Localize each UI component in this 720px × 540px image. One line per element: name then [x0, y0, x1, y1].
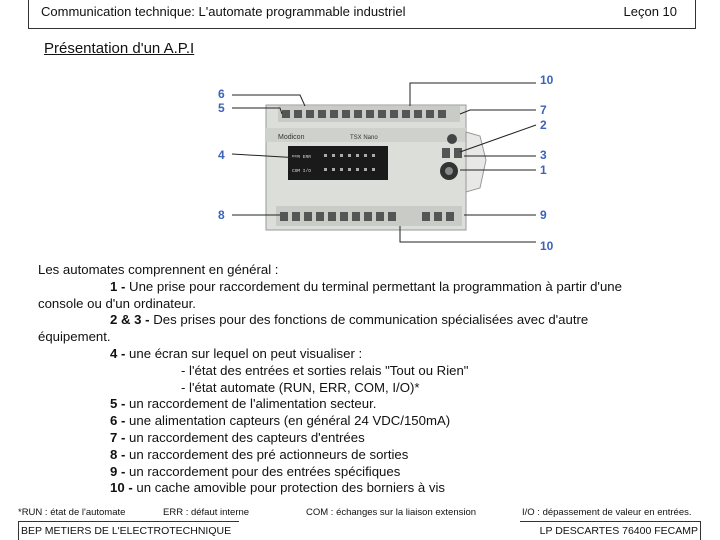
- footer-right-box: [520, 521, 701, 540]
- item-6: 6 - une alimentation capteurs (en général 24 VDC/150mA): [110, 413, 451, 429]
- footnote-err: ERR : défaut interne: [163, 507, 250, 518]
- sub-item-1: - l'état des entrées et sorties relais "Tout ou Rien": [181, 362, 469, 378]
- callout-10-top: 10: [540, 73, 554, 87]
- callout-7: 7: [540, 103, 547, 117]
- display-label-1: RUN ERR: [292, 155, 311, 160]
- item-7: 7 - un raccordement des capteurs d'entrées: [110, 429, 365, 445]
- callout-8: 8: [218, 208, 225, 222]
- item-4: 4 - une écran sur lequel on peut visualiser :: [110, 345, 363, 361]
- callout-3: 3: [540, 148, 547, 162]
- comm-port-2: [442, 148, 450, 158]
- callout-10-bottom: 10: [540, 239, 554, 253]
- header-subject: Communication technique: L'automate programmable industriel: [41, 4, 406, 19]
- item-9: 9 - un raccordement pour des entrées spécifiques: [110, 463, 401, 479]
- item-1-cont: console ou d'un ordinateur.: [38, 295, 196, 311]
- footer-left-box: [18, 521, 239, 540]
- page-title: Présentation d'un A.P.I: [44, 40, 195, 57]
- item-1: 1 - Une prise pour raccordement du terminal permettant la programmation à partir d'une: [110, 278, 622, 294]
- removable-cover: [466, 132, 486, 192]
- plc-display: [288, 146, 388, 180]
- item-10: 10 - un cache amovible pour protection des borniers à vis: [110, 480, 446, 496]
- footnote-com: COM : échanges sur la liaison extension: [306, 507, 477, 518]
- plc-brand: Modicon: [278, 134, 305, 141]
- header-lesson: Leçon 10: [623, 4, 677, 19]
- callout-6: 6: [218, 87, 225, 101]
- callout-5: 5: [218, 101, 225, 115]
- item-2-3: 2 & 3 - Des prises pour des fonctions de communication spécialisées avec d'autre: [110, 312, 589, 328]
- footer-left: BEP METIERS DE L'ELECTROTECHNIQUE: [21, 525, 232, 537]
- plc-diagram: [210, 70, 570, 255]
- footer-right: LP DESCARTES 76400 FECAMP: [539, 525, 698, 537]
- footnote-run: *RUN : état de l'automate: [18, 507, 126, 518]
- item-5: 5 - un raccordement de l'alimentation secteur.: [110, 396, 377, 412]
- comm-port-3: [454, 148, 462, 158]
- header-box: [28, 0, 696, 29]
- callout-1: 1: [540, 163, 547, 177]
- callout-4: 4: [218, 148, 225, 162]
- plc-model: TSX Nano: [350, 135, 378, 141]
- description-text: [38, 262, 678, 497]
- footnote-io: I/O : dépassement de valeur en entrées.: [522, 507, 692, 518]
- item-2-3-cont: équipement.: [38, 329, 111, 345]
- callout-9: 9: [540, 208, 547, 222]
- item-8: 8 - un raccordement des pré actionneurs de sorties: [110, 446, 409, 462]
- display-label-2: COM I/O: [292, 169, 311, 174]
- callout-2: 2: [540, 118, 547, 132]
- sub-item-2: - l'état automate (RUN, ERR, COM, I/O)*: [181, 379, 420, 395]
- intro-text: Les automates comprennent en général :: [38, 262, 279, 277]
